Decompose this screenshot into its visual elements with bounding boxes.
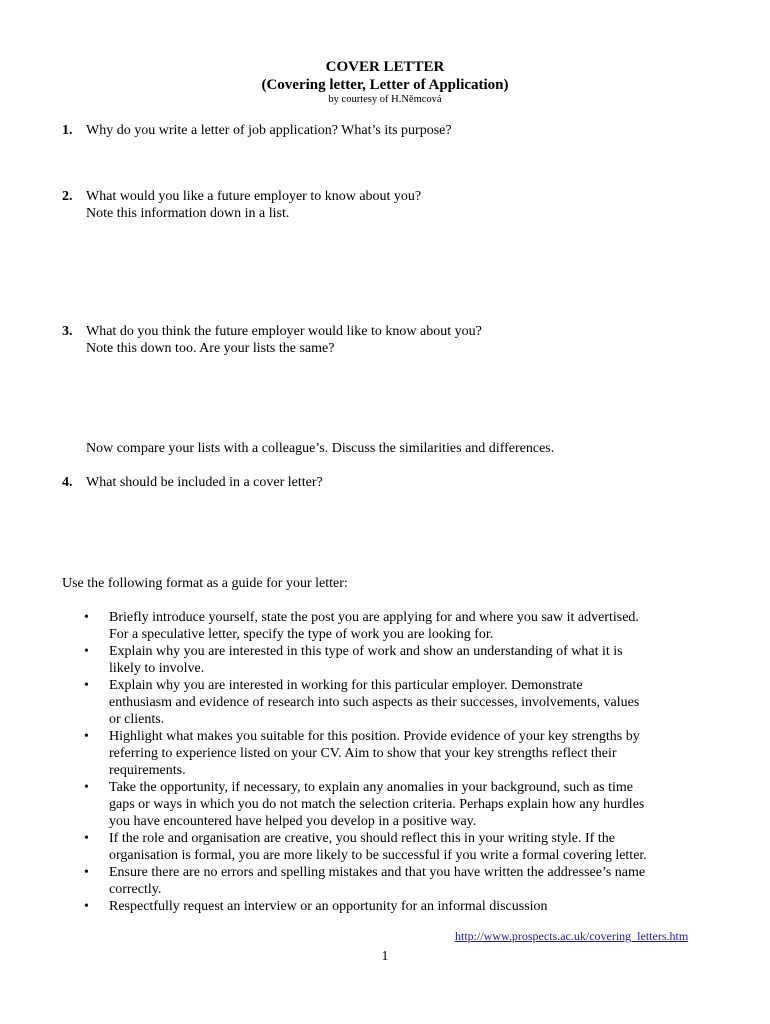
question-line: What should be included in a cover letter? [86,475,323,490]
list-item-line: correctly. [109,882,162,897]
compare-instruction: Now compare your lists with a colleague’s. Discuss the similarities and differences. [86,441,555,456]
list-item [84,677,724,728]
bullet-icon: • [84,729,89,744]
list-item-line: Take the opportunity, if necessary, to explain any anomalies in your background, such as time [109,780,634,795]
list-item-line: If the role and organisation are creative, you should reflect this in your writing style. If the [109,831,615,846]
question-line: Note this down too. Are your lists the same? [86,341,335,356]
question-text [86,188,421,222]
question-line: What would you like a future employer to know about you? [86,189,422,204]
list-item-line: Ensure there are no errors and spelling mistakes and that you have written the addressee’s name [109,865,646,880]
list-item-line: enthusiasm and evidence of research into such aspects as their successes, involvements, values [109,695,640,710]
list-item-line: requirements. [109,763,186,778]
page-number: 1 [381,949,389,964]
question-line: What do you think the future employer would like to know about you? [86,324,482,339]
list-item-line: organisation is formal, you are more likely to be successful if you write a formal covering letter. [109,848,647,863]
document-subtitle: (Covering letter, Letter of Application) [261,77,509,93]
list-item-line: Highlight what makes you suitable for this position. Provide evidence of your key strengths by [109,729,640,744]
list-item-line: likely to involve. [109,661,205,676]
question-number: 2. [62,189,73,204]
source-link[interactable]: http://www.prospects.ac.uk/covering_letters.htm [455,929,689,943]
list-item [84,864,724,898]
list-item-line: you have encountered have helped you develop in a positive way. [109,814,477,829]
question-number: 4. [62,475,73,490]
format-intro: Use the following format as a guide for your letter: [62,576,348,591]
bullet-icon: • [84,610,89,625]
document-title: COVER LETTER [325,59,445,75]
list-item [84,609,724,643]
bullet-icon: • [84,644,89,659]
list-item [84,830,724,864]
list-item [84,898,724,915]
question-line: Why do you write a letter of job application? What’s its purpose? [86,123,452,138]
list-item [84,728,724,779]
list-item-line: For a speculative letter, specify the type of work you are looking for. [109,627,494,642]
list-item-line: Briefly introduce yourself, state the post you are applying for and where you saw it advertised. [109,610,639,625]
list-item [84,643,724,677]
list-item-line: gaps or ways in which you do not match the selection criteria. Perhaps explain how any hurdles [109,797,645,812]
courtesy-note: by courtesy of H.Němcová [328,94,442,105]
list-item-line: or clients. [109,712,165,727]
question-text [86,474,323,491]
bullet-icon: • [84,865,89,880]
list-item-line: Explain why you are interested in working for this particular employer. Demonstrate [109,678,583,693]
question-text [86,122,452,139]
question-number: 1. [62,123,73,138]
bullet-icon: • [84,831,89,846]
list-item [84,779,724,830]
format-guide-list [84,609,724,915]
bullet-icon: • [84,899,89,914]
question-line: Note this information down in a list. [86,206,290,221]
list-item-line: referring to experience listed on your CV. Aim to show that your key strengths reflect their [109,746,617,761]
question-number: 3. [62,324,73,339]
bullet-icon: • [84,780,89,795]
question-text [86,323,482,357]
list-item-line: Respectfully request an interview or an opportunity for an informal discussion [109,899,548,914]
list-item-line: Explain why you are interested in this type of work and show an understanding of what it is [109,644,623,659]
bullet-icon: • [84,678,89,693]
